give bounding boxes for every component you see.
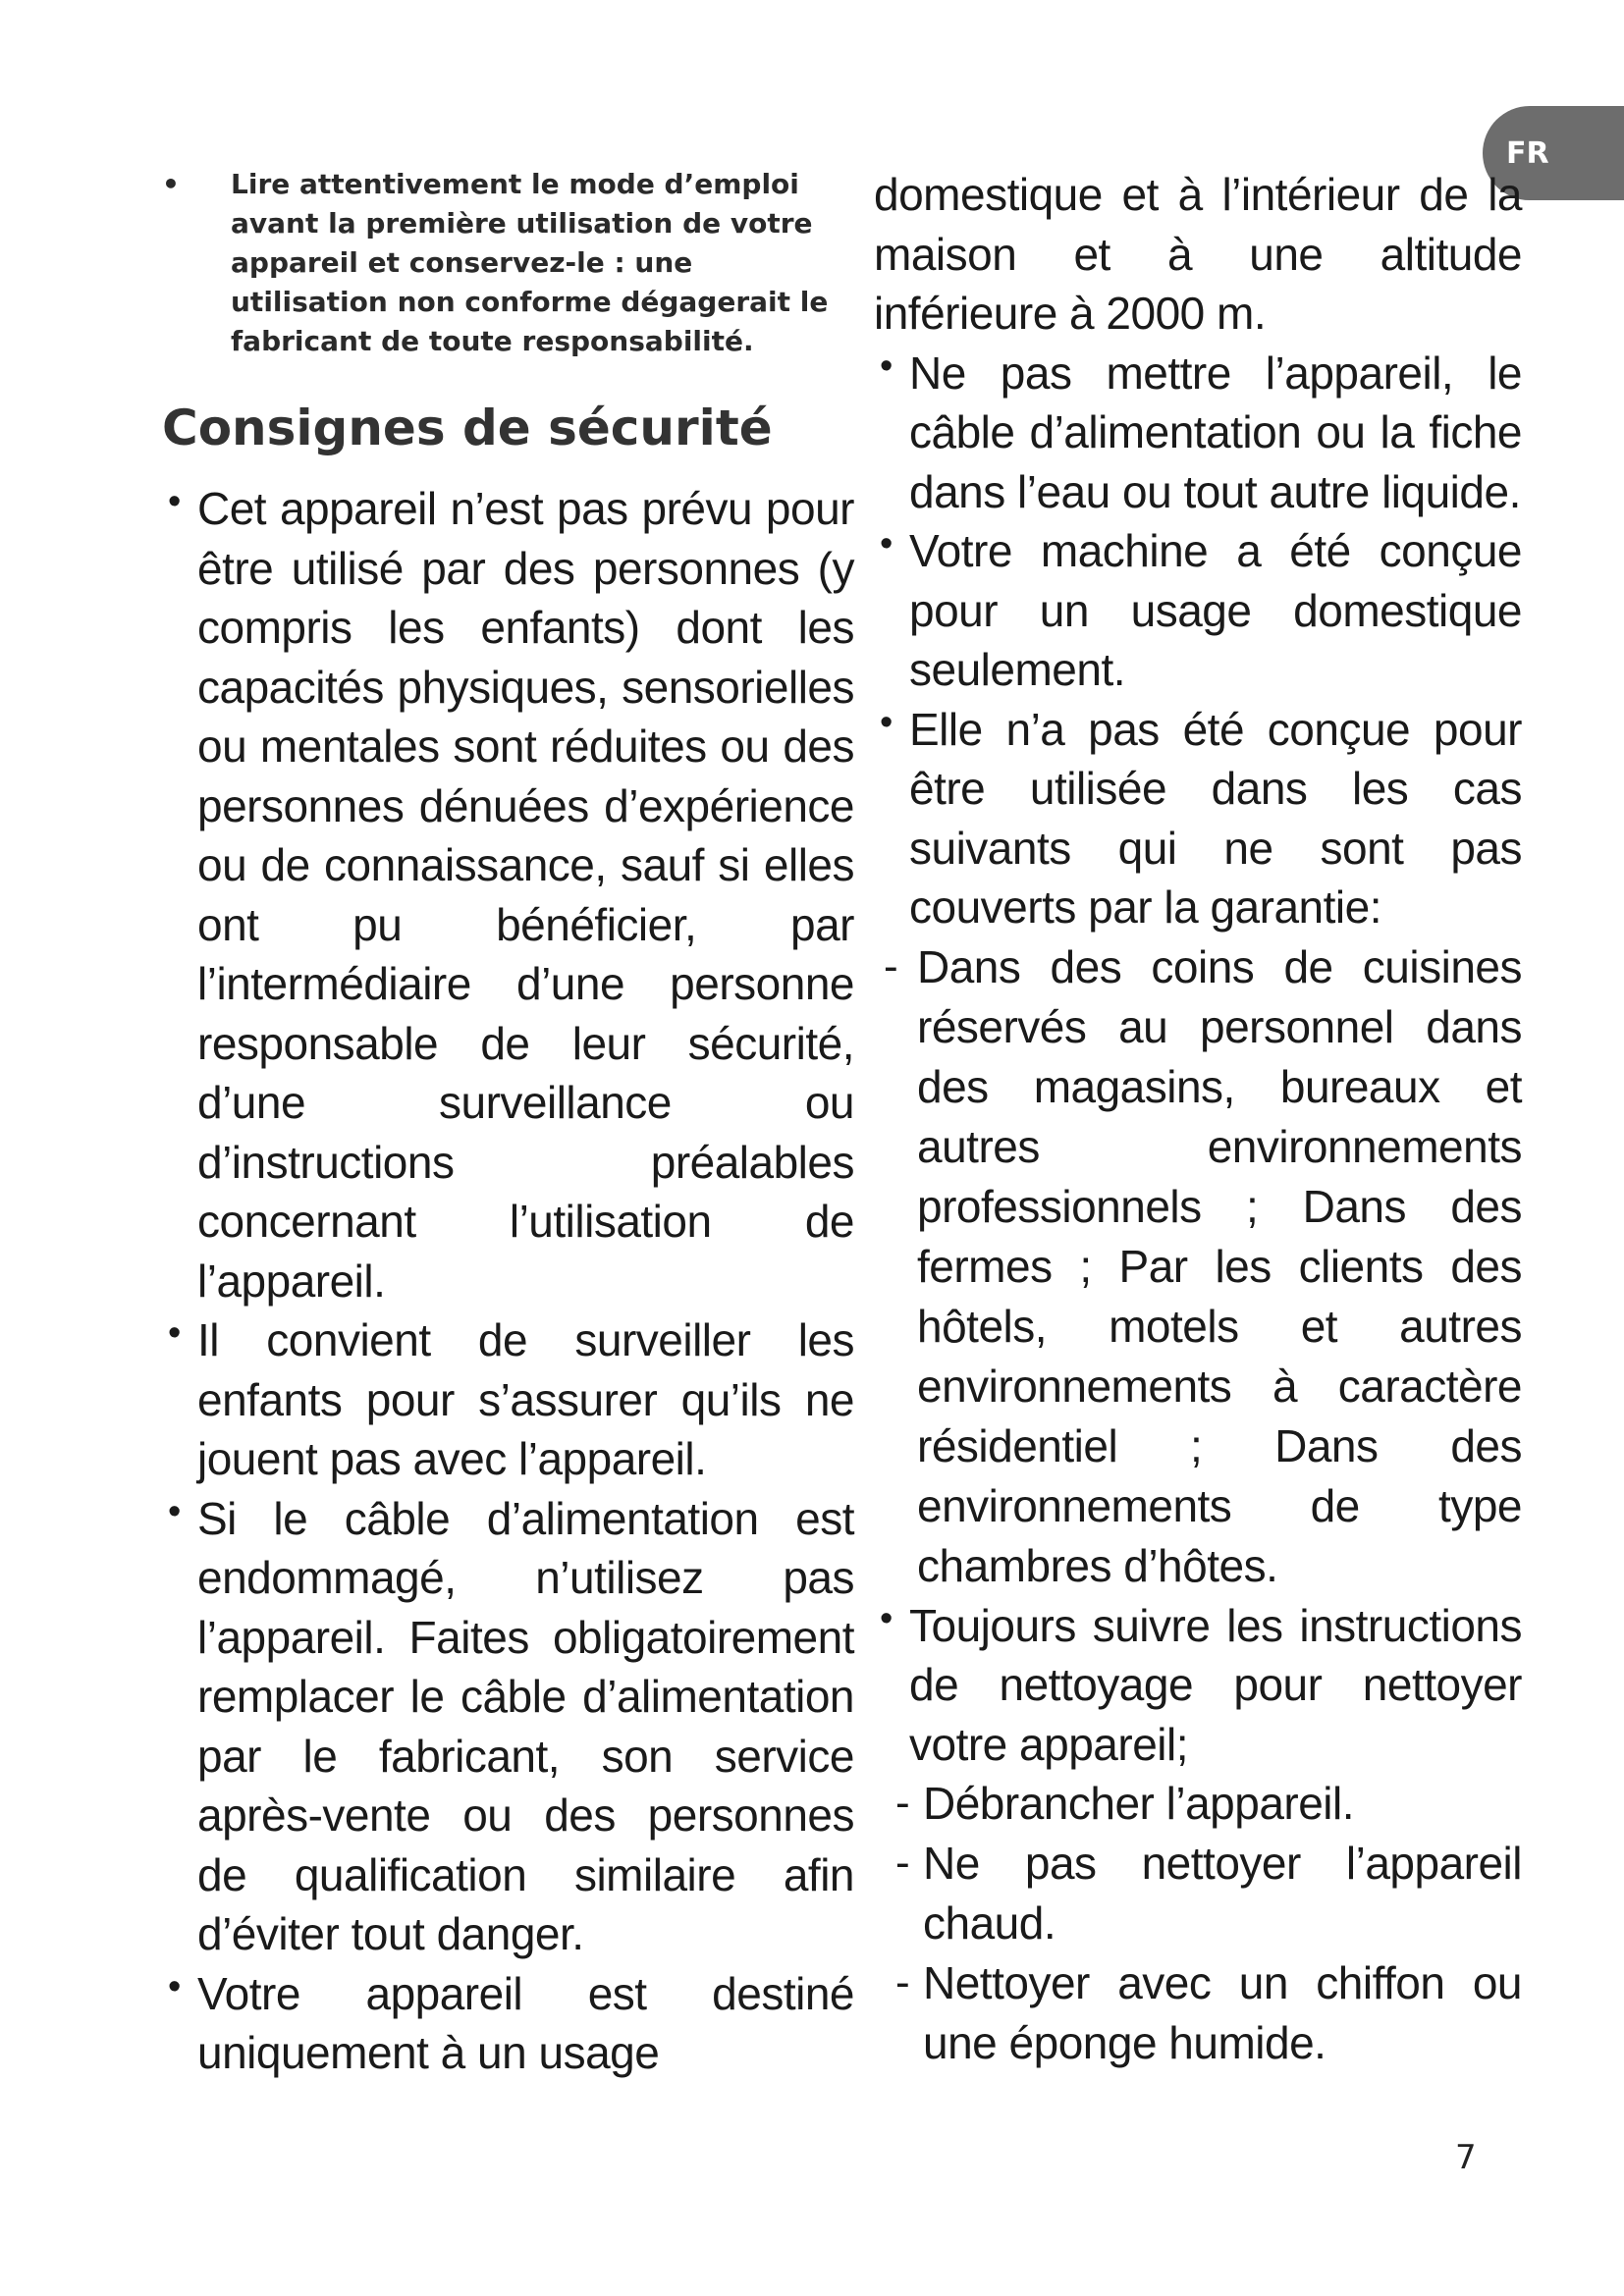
bullet-icon: • [168,1312,182,1354]
safety-item [874,700,1522,937]
safety-item [162,1310,854,1489]
safety-item [874,1596,1522,1775]
safety-item [162,1489,854,1964]
cleaning-step-text: Débrancher l’appareil. [923,1778,1355,1829]
bullet-icon: • [168,1965,182,2007]
sub-item [874,937,1522,1596]
cleaning-step [874,1953,1522,2073]
left-column [162,165,854,2083]
sub-item-text: Dans des coins de cuisines réservés au personnel dans des magasins, bureaux et autres environnements professionnels ; Dans des fermes ; Par les clients des hôtels, motels et autres environnements à caractère résidentiel ; Dans des environnements de type chambres d’hôtes. [917,940,1522,1591]
bullet-icon: • [168,481,182,522]
right-column [874,165,1522,2073]
cleaning-step [874,1774,1522,1834]
bullet-icon: • [168,1490,182,1532]
safety-item [162,1964,854,2083]
bullet-icon: • [880,345,893,387]
bullet-icon: • [880,1597,893,1639]
dash-marker: - [895,1958,910,2006]
bullet-icon: • [880,701,893,743]
cleaning-step [874,1834,1522,1953]
intro-paragraph [162,165,854,361]
safety-item-text: Si le câble d’alimentation est endommagé, n’utilisez pas l’appareil. Faites obligatoirement remplacer le câble d’alimentation par le fabricant, son service après-vente ou des personnes de qualification similaire afin d’éviter tout danger. [197,1492,854,1959]
safety-item-text: Toujours suivre les instructions de nettoyage pour nettoyer votre appareil; [909,1599,1522,1770]
bullet-icon: • [162,168,180,200]
safety-item-text: Il convient de surveiller les enfants pour s’assurer qu’ils ne jouent pas avec l’appareil. [197,1314,854,1484]
dash-marker: - [895,1779,910,1827]
language-tab: FR [1483,106,1624,200]
continued-text: domestique et à l’intérieur de la maison et à une altitude inférieure à 2000 m. [874,169,1522,339]
safety-item-text: Ne pas mettre l’appareil, le câble d’alimentation ou la fiche dans l’eau ou tout autre liquide. [909,347,1522,517]
dash-marker: - [884,941,898,990]
dash-marker: - [895,1839,910,1887]
continued-paragraph [874,165,1522,344]
intro-text: Lire attentivement le mode d’emploi avant la première utilisation de votre appareil et conservez-le : une utilisation non conforme dégagerait le fabricant de toute responsabilité. [231,168,829,357]
bullet-icon: • [880,523,893,564]
cleaning-step-text: Nettoyer avec un chiffon ou une éponge humide. [923,1957,1522,2068]
safety-item-text: Cet appareil n’est pas prévu pour être utilisé par des personnes (y compris les enfants) dont les capacités physiques, sensorielles ou mentales sont réduites ou des personnes dénuées d’expérience ou de connaissance, sauf si elles ont pu bénéficier, par l’intermédiaire d’une personne responsable de leur sécurité, d’une surveillance ou d’instructions préalables concernant l’utilisation de l’appareil. [197,483,854,1307]
safety-item-text: Elle n’a pas été conçue pour être utilisée dans les cas suivants qui ne sont pas couverts par la garantie: [909,703,1522,933]
safety-item [874,344,1522,522]
section-title: Consignes de sécurité [162,400,773,456]
page-number: 7 [1455,2138,1477,2177]
safety-item-text: Votre appareil est destiné uniquement à un usage [197,1967,854,2078]
safety-item [874,521,1522,700]
cleaning-step-text: Ne pas nettoyer l’appareil chaud. [923,1838,1522,1949]
safety-item-text: Votre machine a été conçue pour un usage domestique seulement. [909,525,1522,695]
safety-item [162,479,854,1310]
